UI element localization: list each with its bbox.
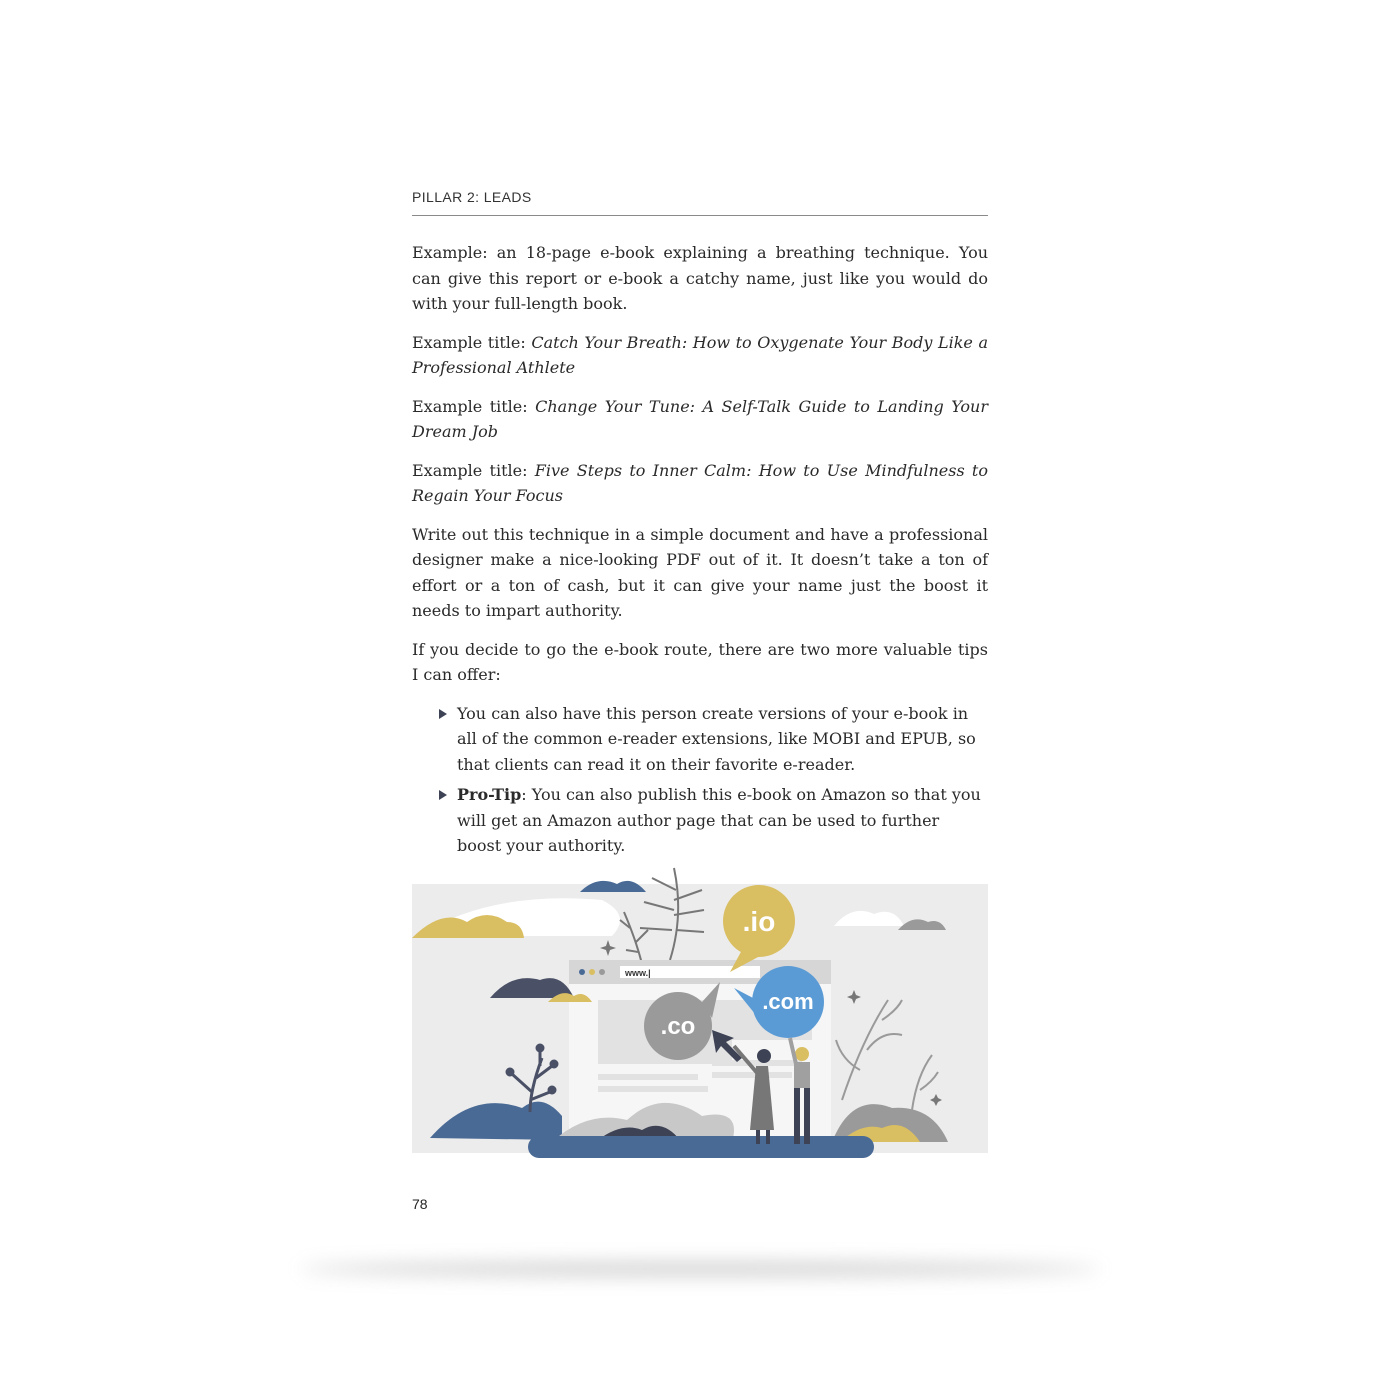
example-title-2 — [412, 394, 988, 445]
bubble-co-text: .co — [660, 1013, 696, 1040]
running-head: PILLAR 2: LEADS — [412, 189, 532, 205]
example-title-text: Catch Your Breath: How to Oxygenate Your Body Like a Professional Athlete — [412, 332, 988, 377]
bullet-triangle-icon — [439, 790, 447, 800]
paragraph-example: Example: an 18-page e-book explaining a breathing technique. You can give this report or e-book a catchy name, just like you would do with your full-length book. — [412, 243, 988, 313]
list-item — [457, 782, 988, 859]
example-title-label: Example title: — [412, 332, 532, 352]
paragraph-ebook-route: If you decide to go the e-book route, there are two more valuable tips I can offer: — [412, 639, 988, 684]
example-title-text: Five Steps to Inner Calm: How to Use Mindfulness to Regain Your Focus — [412, 460, 988, 505]
bubble-com-text: .com — [762, 989, 814, 1014]
pro-tip-label: Pro-Tip — [457, 785, 522, 804]
url-bar-text: www.| — [625, 968, 651, 978]
domain-names-illustration — [412, 860, 988, 1160]
example-title-label: Example title: — [412, 460, 535, 480]
example-title-label: Example title: — [412, 396, 536, 416]
ground-platform — [528, 1136, 874, 1158]
page-number: 78 — [412, 1196, 428, 1212]
example-title-3 — [412, 458, 988, 509]
cloud-icon — [580, 881, 646, 892]
paragraph-write-out: Write out this technique in a simple document and have a professional designer make a nice-looking PDF out of it. It doesn’t take a ton of effort or a ton of cash, but it can give your name just the boost it needs to impart authority. — [412, 524, 988, 620]
list-item-text: : You can also publish this e-book on Amazon so that you will get an Amazon author page that can be used to further boost your authority. — [457, 785, 981, 855]
bubble-io-text: .io — [742, 906, 776, 937]
list-item-text: You can also have this person create versions of your e-book in all of the common e-reader extensions, like MOBI and EPUB, so that clients can read it on their favorite e-reader. — [457, 703, 976, 774]
list-item — [457, 701, 988, 778]
example-title-text: Change Your Tune: A Self-Talk Guide to Landing Your Dream Job — [412, 396, 988, 441]
bullet-triangle-icon — [439, 709, 447, 719]
example-title-1 — [412, 330, 988, 381]
header-rule — [412, 215, 988, 216]
tips-list — [412, 701, 988, 859]
body-text — [412, 240, 988, 864]
